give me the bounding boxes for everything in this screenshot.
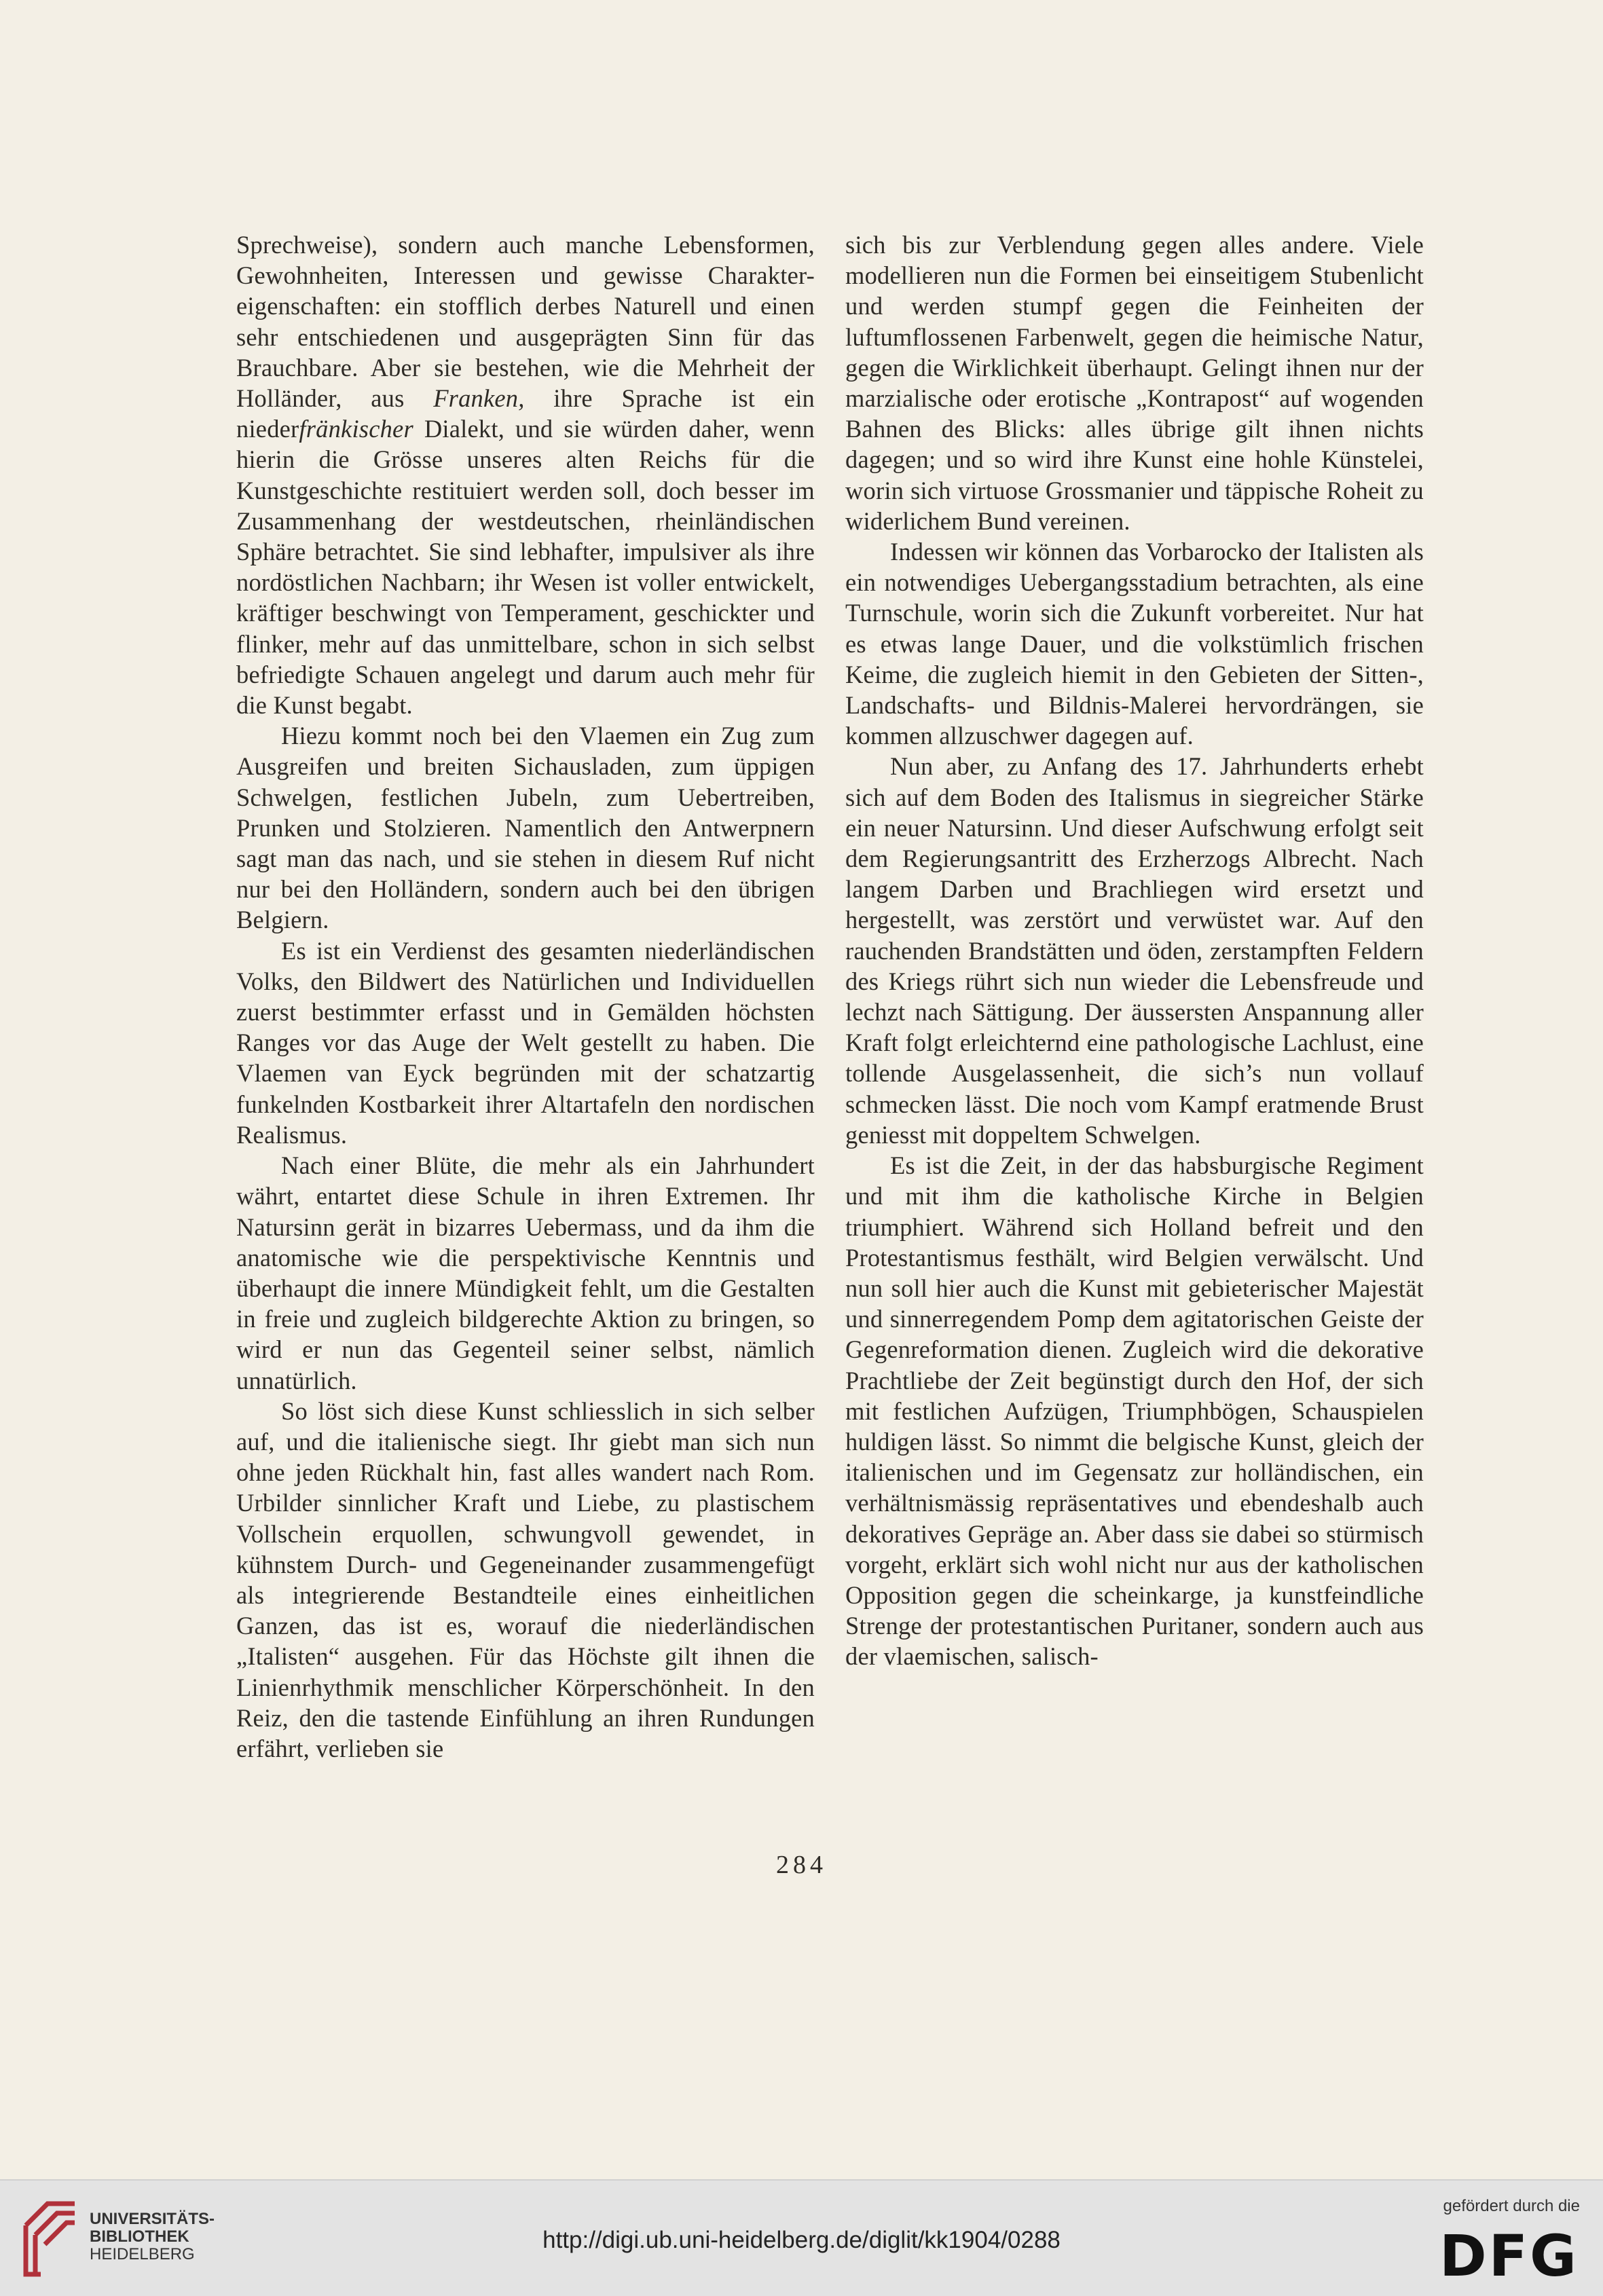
library-name-line: BIBLIOTHEK [90,2227,189,2246]
paragraph: Indessen wir können das Vorbarocko der Italisten als ein notwendiges Uebergangsstadium betrachten, als eine Turnschule, worin sich die Zukunft vorbereitet. Nur hat es etwas lange Dauer, und die volkstümlich frischen Keime, die zugleich hiemit in den Gebieten der Sitten-, Landschafts- und Bildnis-Malerei hervordrängen, sie kommen allzuschwer dagegen auf. [845,538,1424,750]
paragraph: Es ist die Zeit, in der das habsburgische Regiment und mit ihm die katholische Kirche in Belgien triumphiert. Während sich Holland befreit und den Protestantismus festhält, wird Belgien verwälscht. Und nun soll hier auch die Kunst mit gebieterischer Majestät und sinnerregendem Pomp dem agitatorischen Geiste der Gegenreformation dienen. Zugleich wird die dekorative Prachtliebe der Zeit begünstigt durch den Hof, der sich mit festlichen Aufzügen, Triumphbögen, Schauspielen huldigen lässt. So nimmt die belgische Kunst, gleich der italienischen und im Gegensatz zur holländischen, ein verhältnismässig repräsentatives und ebendeshalb auch dekoratives Gepräge an. Aber dass sie dabei so stürmisch vorgeht, erklärt sich wohl nicht nur aus der katholischen Opposition gegen die scheinkarge, ja kunstfeindliche Strenge der protestantischen Puritaner, sondern auch aus der vlaemischen, salisch- [845,1151,1424,1671]
paragraph: So löst sich diese Kunst schliesslich in sich selber auf, und die italienische siegt. Ihr giebt man sich nun ohne jeden Rückhalt hin, fast alles wandert nach Rom. Urbilder sinnlicher Kraft und Liebe, zu plastischem Vollschein erquollen, schwungvoll gewendet, in kühnstem Durch- und Gegeneinander zusammengefügt als integrierende Bestandteile eines einheitlichen Ganzen, das ist es, worauf die niederländischen „Italisten“ ausgehen. Für das Höchste gilt ihnen die Linienrhythmik menschlicher Körperschönheit. In den Reiz, den die tastende Einfühlung an ihren Rundungen erfährt, verlieben sie [236,1396,815,1762]
text-run: Sprechweise), sondern auch manche Lebensformen, Gewohnheiten, Interessen und gewisse Charakter-eigenschaften: ein stofflich derbes Naturell und einen sehr entschiedenen und ausgeprägten Sinn für das Brauchbare. Aber sie bestehen, wie die Mehrheit der Holländer, aus [236,231,815,413]
library-name-line: UNIVERSITÄTS- [90,2210,215,2228]
text-run: Dialekt, und sie würden daher, wenn hierin die Grösse unseres alten Reichs für die Kunstgeschichte restituiert werden soll, doch besser im Zusammenhang der westdeutschen, rheinländischen Sphäre betrachtet. Sie sind lebhafter, impulsiver als ihre nordöstlichen Nachbarn; ihr Wesen ist voller entwickelt, kräftiger beschwingt von Temperament, geschickter und flinker, mehr auf das unmittelbare, schon in sich selbst befriedigte Schauen angelegt und darum auch mehr für die Kunst begabt. [236,415,815,720]
paragraph [236,229,815,720]
text-run: ihre Sprache ist ein nieder [236,384,815,443]
paragraph: sich bis zur Verblendung gegen alles andere. Viele modellieren nun die Formen bei einseitigem Stubenlicht und werden stumpf gegen die Feinheiten der luftumflossenen Farbenwelt, gegen die heimische Natur, gegen die Wirklichkeit überhaupt. Gelingt ihnen nur der marzialische oder erotische „Kontrapost“ auf wogenden Bahnen des Blicks: alles übrige gilt ihnen nichts dagegen; und so wird ihre Kunst eine hohle Künstelei, worin sich virtuose Grossmanier und täppische Roheit zu widerlichem Bund vereinen. [845,231,1424,535]
library-name-line: HEIDELBERG [90,2245,195,2263]
text-column-left [236,229,815,1764]
paragraph: Es ist ein Verdienst des gesamten niederländischen Volks, den Bildwert des Natürlichen und Individuellen zuerst bestimmter erfasst und in Gemälden höchsten Ranges vor das Auge der Welt gestellt zu haben. Die Vlaemen van Eyck begründen mit der schatzartig funkelnden Kostbarkeit ihrer Altartafeln den nordischen Realismus. [236,936,815,1149]
italic-text: fränkischer [299,415,413,443]
paragraph: Nach einer Blüte, die mehr als ein Jahrhundert währt, entartet diese Schule in ihren Extremen. Ihr Natursinn gerät in bizarres Uebermass, und da ihm die anatomische wie die perspektivische Kenntnis und überhaupt die innere Mündigkeit fehlt, um die Gestalten in freie und zugleich bildgerechte Aktion zu bringen, so wird er nun das Gegenteil seiner selbst, nämlich unnatürlich. [236,1151,815,1394]
digitization-footer [0,2179,1603,2296]
paragraph: Nun aber, zu Anfang des 17. Jahrhunderts erhebt sich auf dem Boden des Italismus in siegreicher Stärke ein neuer Natursinn. Und dieser Aufschwung erfolgt seit dem Regierungsantritt des Erzherzogs Albrecht. Nach langem Darben und Brachliegen wird ersetzt und hergestellt, was zerstört und verwüstet war. Auf den rauchenden Brandstätten und öden, zerstampften Feldern des Kriegs rührt sich nun wieder die Lebensfreude und lechzt nach Sättigung. Der äussersten Anspannung aller Kraft folgt erleichternd eine pathologische Lachlust, eine tollende Ausgelassenheit, die sich’s nun vollauf schmecken lässt. Die noch vom Kampf eratmende Brust geniesst mit doppeltem Schwelgen. [845,752,1424,1149]
source-url-link[interactable]: http://digi.ub.uni-heidelberg.de/diglit/kk1904/0288 [542,2227,1061,2253]
text-column-right [845,229,1424,1672]
italic-text: Franken, [433,384,525,413]
paragraph: Hiezu kommt noch bei den Vlaemen ein Zug zum Ausgreifen und breiten Sichausladen, zum üppigen Schwelgen, festlichen Jubeln, zum Uebertreiben, Prunken und Stolzieren. Namentlich den Antwerpnern sagt man das nach, und sie stehen in diesem Ruf nicht nur bei den Holländern, sondern auch bei den übrigen Belgiern. [236,722,815,934]
page-number: 284 [776,1851,827,1879]
funding-label: gefördert durch die [1443,2197,1580,2215]
dfg-logo: DFG [1439,2223,1579,2289]
